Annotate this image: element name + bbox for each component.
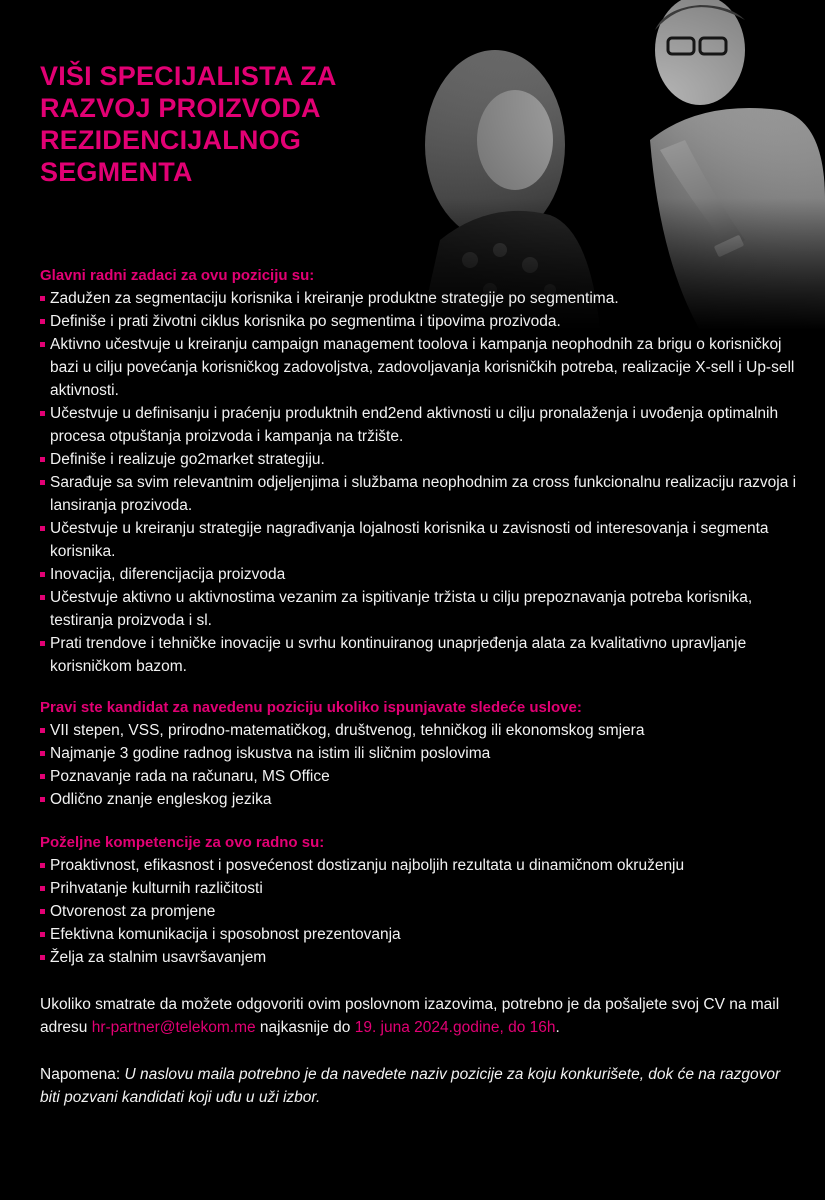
list-item: Inovacija, diferencijacija proizvoda (40, 563, 800, 586)
application-text-after: . (555, 1019, 560, 1036)
list-item: Proaktivnost, efikasnost i posvećenost dostizanju najboljih rezultata u dinamičnom okruženju (40, 854, 800, 877)
requirements-list (40, 719, 800, 811)
list-item: Otvorenost za promjene (40, 900, 800, 923)
list-item: Prihvatanje kulturnih različitosti (40, 877, 800, 900)
list-item: Zadužen za segmentaciju korisnika i kreiranje produktne strategije po segmentima. (40, 287, 800, 310)
list-item: VII stepen, VSS, prirodno-matematičkog, društvenog, tehničkog ili ekonomskog smjera (40, 719, 800, 742)
requirements-heading: Pravi ste kandidat za navedenu poziciju ukoliko ispunjavate sledeće uslove: (40, 699, 582, 716)
application-text-before: Ukoliko smatrate da možete odgovoriti ovim poslovnom izazovima, potrebno je da pošaljete svoj CV na mail adresu (40, 996, 780, 1036)
list-item: Prati trendove i tehničke inovacije u svrhu kontinuiranog unaprjeđenja alata za kvalitativno upravljanje korisničkom bazom. (40, 632, 800, 678)
tasks-list (40, 287, 800, 678)
job-content (40, 264, 800, 1109)
list-item: Definiše i prati životni ciklus korisnika po segmentima i tipovima prozivoda. (40, 310, 800, 333)
note-text: U naslovu maila potrebno je da navedete naziv pozicije za koju konkurišete, dok će na razgovor biti pozvani kandidati koji uđu u uži izbor. (40, 1066, 781, 1106)
list-item: Učestvuje u definisanju i praćenju produktnih end2end aktivnosti u cilju pronalaženja i uvođenja optimalnih procesa otpuštanja proizvoda i kampanja na tržište. (40, 402, 800, 448)
list-item: Efektivna komunikacija i sposobnost prezentovanja (40, 923, 800, 946)
list-item: Najmanje 3 godine radnog iskustva na istim ili sličnim poslovima (40, 742, 800, 765)
competencies-list (40, 854, 800, 969)
competencies-heading: Poželjne kompetencije za ovo radno su: (40, 834, 325, 851)
list-item: Učestvuje aktivno u aktivnostima vezanim za ispitivanje tržista u cilju prepoznavanja potreba korisnika, testiranja proizvoda i sl. (40, 586, 800, 632)
list-item: Učestvuje u kreiranju strategije nagrađivanja lojalnosti korisnika u zavisnosti od interesovanja i segmenta korisnika. (40, 517, 800, 563)
note-label: Napomena: (40, 1066, 125, 1083)
list-item: Definiše i realizuje go2market strategiju. (40, 448, 800, 471)
email-link[interactable]: hr-partner@telekom.me (91, 1019, 256, 1036)
list-item: Poznavanje rada na računaru, MS Office (40, 765, 800, 788)
list-item: Sarađuje sa svim relevantnim odjeljenjima i službama neophodnim za cross funkcionalnu realizaciju razvoja i lansiranja prozivoda. (40, 471, 800, 517)
list-item: Želja za stalnim usavršavanjem (40, 946, 800, 969)
note-paragraph (40, 1063, 800, 1109)
tasks-heading: Glavni radni zadaci za ovu poziciju su: (40, 267, 315, 284)
job-title: VIŠI SPECIJALISTA ZA RAZVOJ PROIZVODA REZIDENCIJALNOG SEGMENTA (40, 61, 336, 187)
application-paragraph (40, 993, 800, 1039)
list-item: Odlično znanje engleskog jezika (40, 788, 800, 811)
deadline-text: 19. juna 2024.godine, do 16h (354, 1019, 556, 1036)
application-text-middle: najkasnije do (255, 1019, 355, 1036)
list-item: Aktivno učestvuje u kreiranju campaign management toolova i kampanja neophodnih za brigu o korisničkoj bazi u cilju povećanja korisničkog zadovoljstva, zadovoljavanja korisničkih potreba, realizacije X-sell i Up-sell aktivnosti. (40, 333, 800, 402)
